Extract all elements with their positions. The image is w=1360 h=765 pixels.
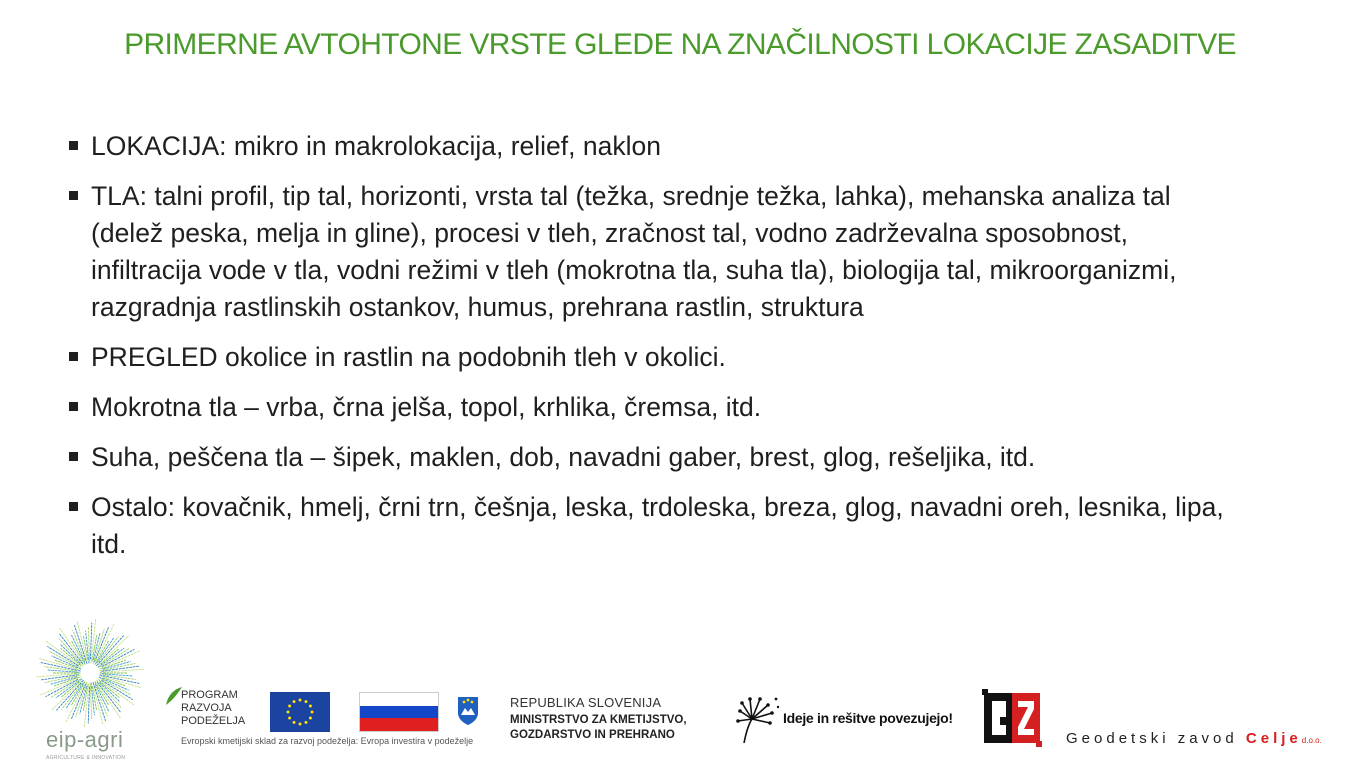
- bullet-item: [66, 128, 1226, 165]
- bullet-text: TLA: talni profil, tip tal, horizonti, vrsta tal (težka, srednje težka, lahka), mehanska analiza tal (delež peska, melja in gline), procesi v tleh, zračnost tal, vodno zadrževalna sposobnost, infiltracija vode v tla, vodni režimi v tleh (mokrotna tla, suha tla), biologija tal, mikroorganizmi, razgradnja rastlinskih ostankov, humus, prehrana rastlin, struktura: [91, 181, 1177, 322]
- prp-line-1: PROGRAM: [181, 689, 238, 701]
- prp-line-2: RAZVOJA: [181, 702, 232, 714]
- gz-suffix: d.o.o.: [1301, 736, 1322, 745]
- prp-logo-text: [181, 689, 245, 728]
- eu-flag-icon: [270, 692, 330, 732]
- bullet-square-icon: [69, 141, 78, 150]
- bullet-item: [66, 178, 1226, 326]
- bullet-square-icon: [69, 452, 78, 461]
- gz-wordmark: [1066, 730, 1322, 747]
- ministry-line-2: GOZDARSTVO IN PREHRANO: [510, 729, 675, 741]
- bullet-square-icon: [69, 402, 78, 411]
- bullet-item: [66, 489, 1226, 563]
- ministry-name: [510, 713, 687, 743]
- eafrd-caption: Evropski kmetijski sklad za razvoj podeželja: Evropa investira v podeželje: [181, 736, 474, 746]
- gz-city: Celje: [1245, 730, 1302, 747]
- bullet-list: [66, 128, 1226, 576]
- bullet-text: Ostalo: kovačnik, hmelj, črni trn, češnja, leska, trdoleska, breza, glog, navadni oreh, lesnika, lipa, itd.: [91, 492, 1224, 559]
- bullet-text: LOKACIJA: mikro in makrolokacija, relief, naklon: [91, 131, 661, 161]
- eip-agri-wordmark: eip-agri: [46, 727, 124, 752]
- bullet-item: [66, 389, 1226, 426]
- footer-logos: [0, 615, 1360, 765]
- slovenia-flag-icon: [359, 692, 439, 732]
- bullet-item: [66, 439, 1226, 476]
- bullet-text: PREGLED okolice in rastlin na podobnih tleh v okolici.: [91, 342, 726, 372]
- bullet-square-icon: [69, 191, 78, 200]
- bullet-item: [66, 339, 1226, 376]
- dandelion-icon: [734, 693, 782, 745]
- bullet-text: Mokrotna tla – vrba, črna jelša, topol, krhlika, čremsa, itd.: [91, 392, 762, 422]
- coat-of-arms-icon: [456, 695, 480, 727]
- ministry-line-1: MINISTRSTVO ZA KMETIJSTVO,: [510, 714, 687, 726]
- gz-name: Geodetski zavod: [1066, 730, 1238, 747]
- bullet-square-icon: [69, 352, 78, 361]
- slide-title: PRIMERNE AVTOHTONE VRSTE GLEDE NA ZNAČILNOSTI LOKACIJE ZASADITVE: [124, 28, 1236, 61]
- republic-name: REPUBLIKA SLOVENIJA: [510, 695, 662, 710]
- prp-line-3: PODEŽELJA: [181, 715, 246, 727]
- bullet-text: Suha, peščena tla – šipek, maklen, dob, navadni gaber, brest, glog, rešeljika, itd.: [91, 442, 1036, 472]
- gz-logo-icon: [982, 689, 1042, 747]
- bullet-square-icon: [69, 502, 78, 511]
- ideje-slogan: Ideje in rešitve povezujejo!: [783, 710, 953, 726]
- eip-agri-tagline: AGRICULTURE & INNOVATION: [46, 755, 126, 761]
